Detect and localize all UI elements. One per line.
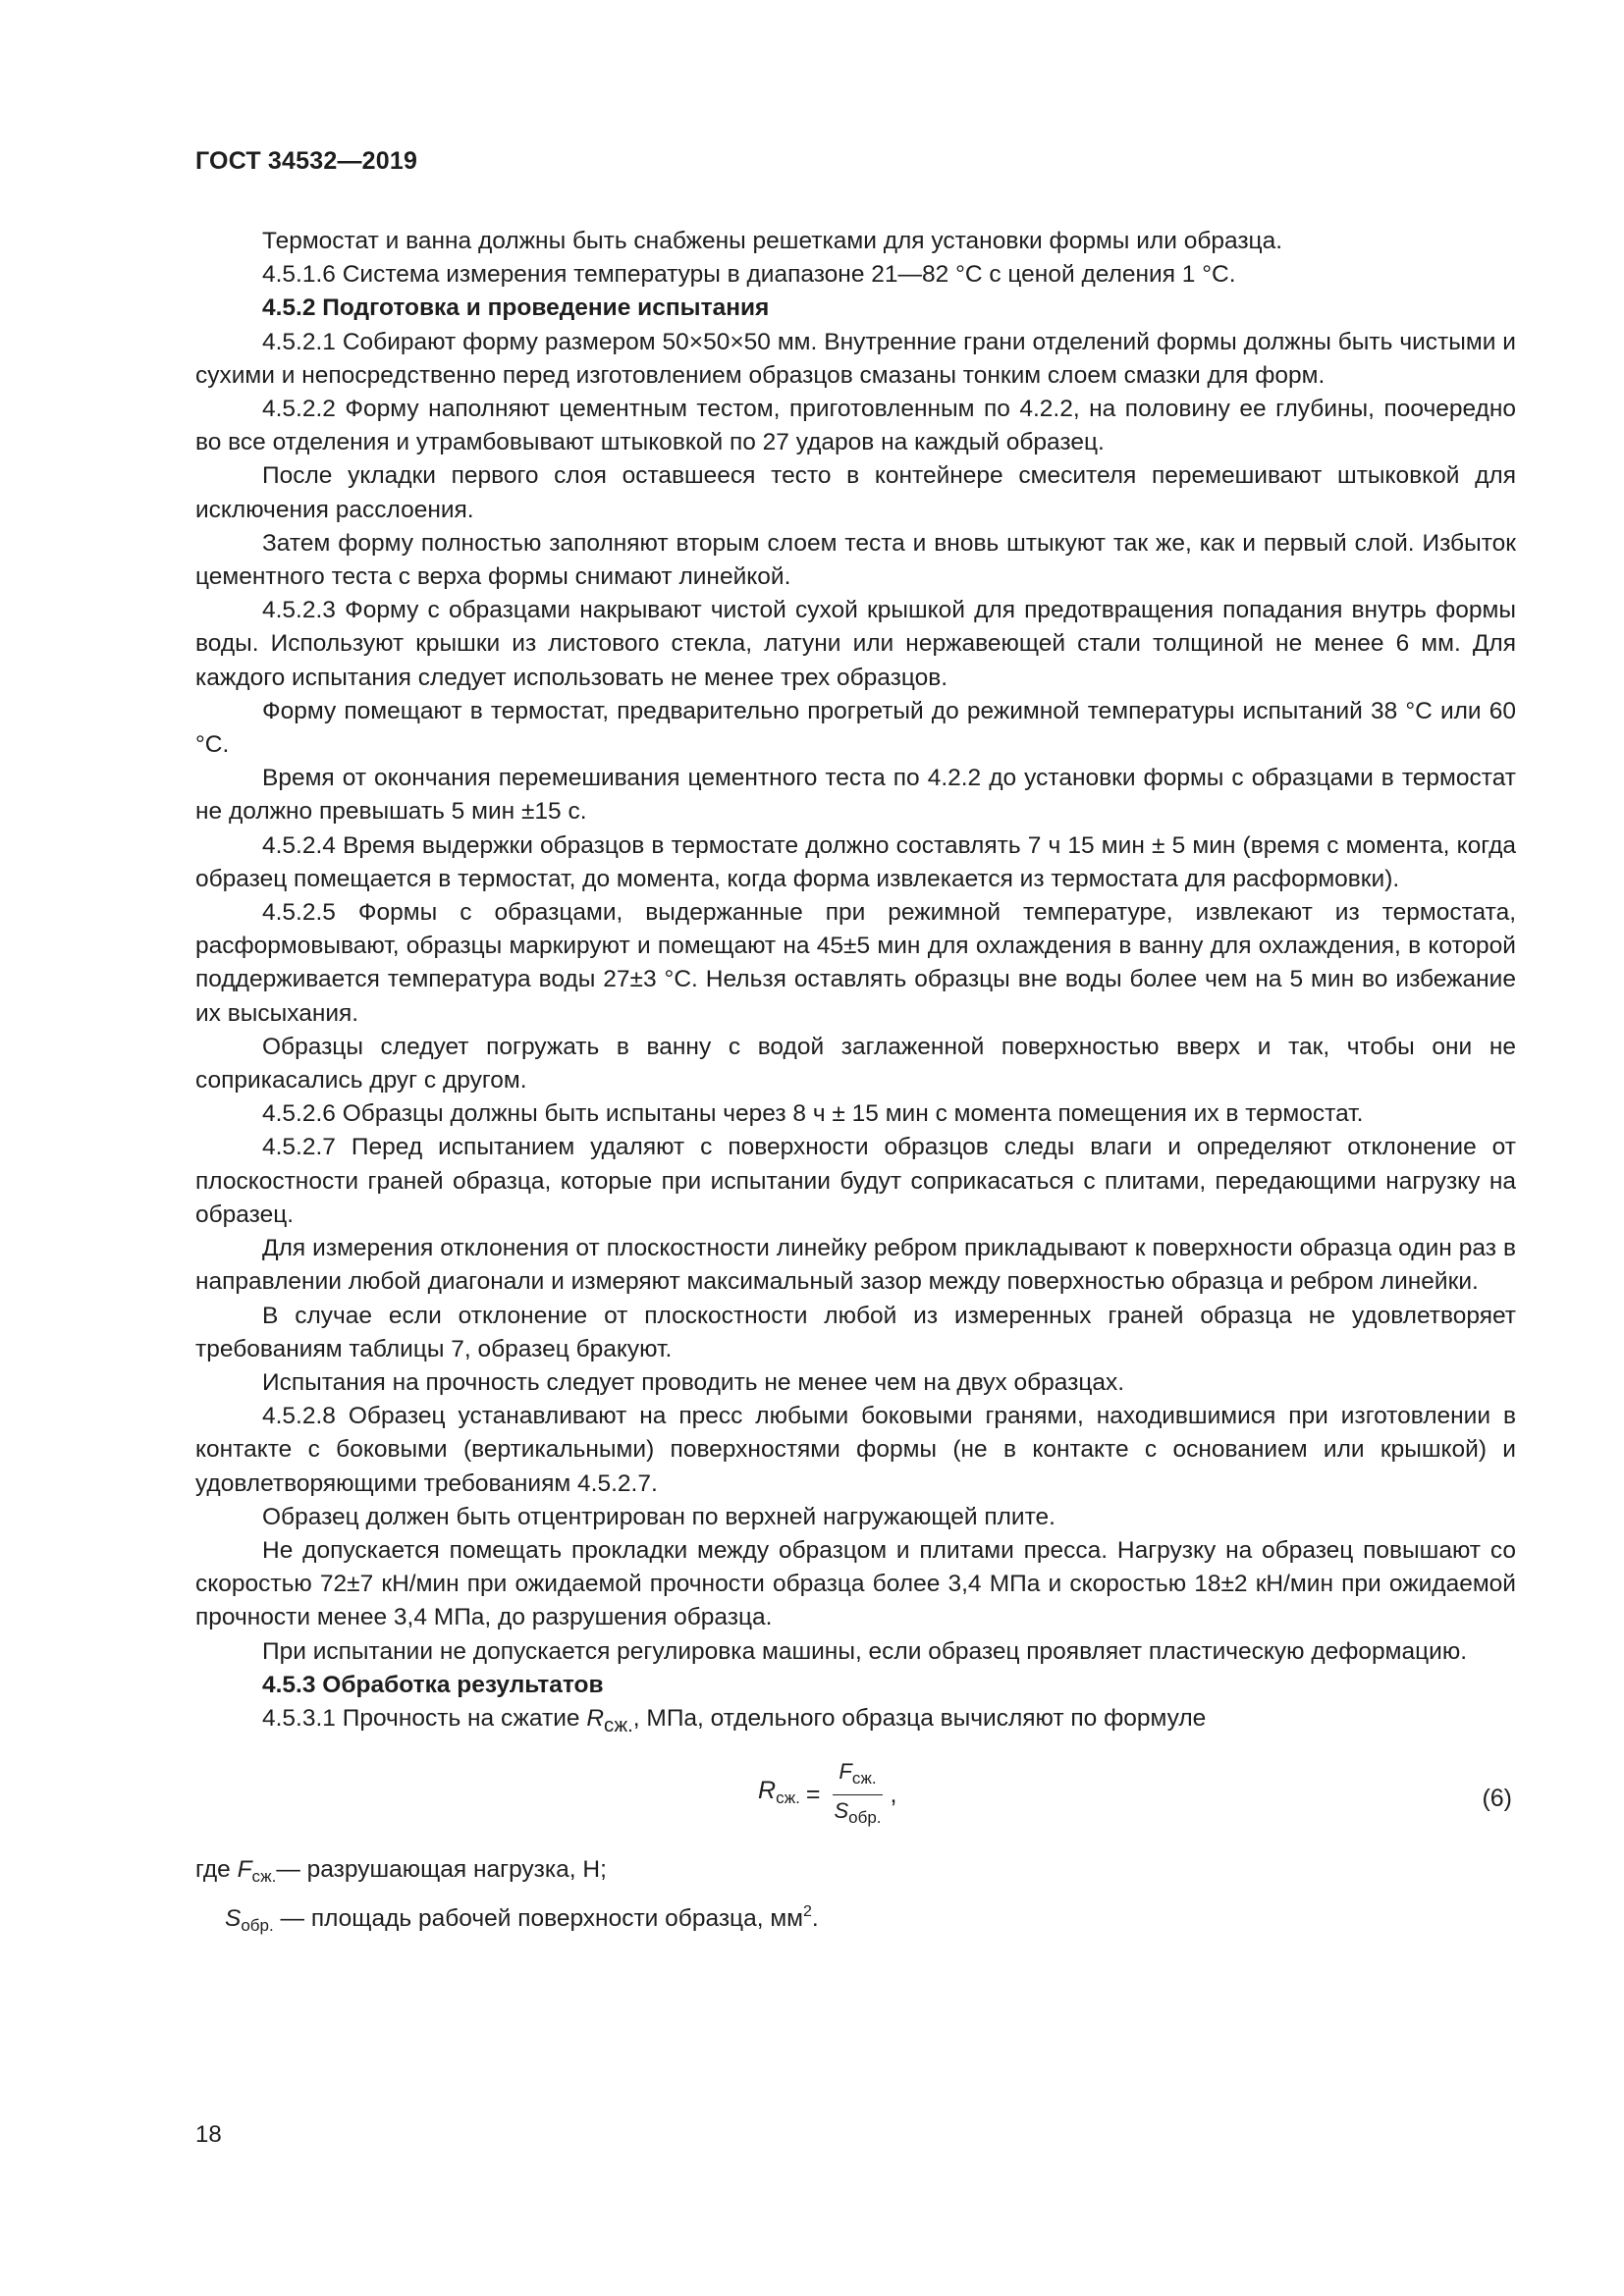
formula-block <box>195 1742 1516 1848</box>
formula-equals: = <box>805 1781 821 1809</box>
document-body <box>195 225 1516 1944</box>
text: , МПа, отдельного образца вычисляют по формуле <box>632 1704 1207 1732</box>
paragraph: 4.5.2.8 Образец устанавливают на пресс любыми боковыми гранями, находившимися при изготовлении в контакте с боковыми (вертикальными) поверхностями формы (не в контакте с основанием или крышкой) и удовлетворяющими требованиям 4.5.2.7. <box>195 1403 1516 1497</box>
symbol-subscript: сж. <box>604 1714 633 1736</box>
legend-line-f <box>195 1852 1516 1895</box>
formula-legend <box>195 1852 1516 1944</box>
legend-f-subscript: сж. <box>251 1867 277 1887</box>
paragraph: 4.5.2.1 Собирают форму размером 50×50×50 мм. Внутренние грани отделений формы должны быть чистыми и сухими и непосредственно перед изготовлением образцов смазаны тонким слоем смазки для форм. <box>195 328 1516 389</box>
denominator-subscript: обр. <box>848 1808 882 1828</box>
legend-s-symbol: S <box>225 1905 242 1933</box>
paragraph: 4.5.2.5 Формы с образцами, выдержанные при режимной температуре, извлекают из термостата, расформовывают, образцы маркируют и помещают на 45±5 мин для охлаждения в ванну для охлаждения, в которой поддерживается температура воды 27±3 °С. Нельзя оставлять образцы вне воды более чем на 5 мин во избежание их высыхания. <box>195 899 1516 1027</box>
formula-number: (6) <box>1482 1785 1512 1813</box>
formula-fraction <box>828 1758 887 1832</box>
paragraph: 4.5.2.2 Форму наполняют цементным тестом, приготовленным по 4.2.2, на половину ее глубины, поочередно во все отделения и утрамбовывают штыковкой по 27 ударов на каждый образец. <box>195 396 1516 456</box>
document-header: ГОСТ 34532—2019 <box>195 147 418 175</box>
formula <box>758 1758 896 1832</box>
paragraph: Испытания на прочность следует проводить не менее чем на двух образцах. <box>262 1368 1125 1396</box>
paragraph: При испытании не допускается регулировка машины, если образец проявляет пластическую деформацию. <box>262 1637 1468 1665</box>
paragraph: 4.5.2.3 Форму с образцами накрывают чистой сухой крышкой для предотвращения попадания внутрь формы воды. Используют крышки из листового стекла, латуни или нержавеющей стали толщиной не менее 6 мм. Для каждого испытания следует использовать не менее трех образцов. <box>195 597 1516 691</box>
paragraph: 4.5.2.6 Образцы должны быть испытаны через 8 ч ± 15 мин с момента помещения их в термостат. <box>262 1100 1364 1128</box>
legend-where: где <box>195 1856 238 1884</box>
legend-s-subscript: обр. <box>241 1916 274 1936</box>
paragraph: Образец должен быть отцентрирован по верхней нагружающей плите. <box>262 1503 1056 1530</box>
symbol: R <box>586 1704 605 1732</box>
paragraph: 4.5.1.6 Система измерения температуры в диапазоне 21—82 °С с ценой деления 1 °С. <box>262 261 1236 289</box>
formula-comma: , <box>890 1781 897 1809</box>
paragraph: Форму помещают в термостат, предварительно прогретый до режимной температуры испытаний 38 °С или 60 °С. <box>195 697 1516 759</box>
section-heading: 4.5.2 Подготовка и проведение испытания <box>262 294 770 322</box>
legend-line-s <box>195 1895 1516 1944</box>
legend-f-symbol: F <box>237 1856 252 1884</box>
formula-lhs-subscript: сж. <box>776 1789 800 1808</box>
denominator-symbol: S <box>834 1798 849 1824</box>
numerator-subscript: сж. <box>851 1769 877 1789</box>
paragraph: Образцы следует погружать в ванну с водой заглаженной поверхностью вверх и так, чтобы они не соприкасались друг с другом. <box>195 1033 1516 1095</box>
paragraph: Термостат и ванна должны быть снабжены решетками для установки формы или образца. <box>262 228 1283 254</box>
text: 4.5.3.1 Прочность на сжатие <box>262 1704 587 1732</box>
paragraph: Для измерения отклонения от плоскостности линейку ребром прикладывают к поверхности образца один раз в направлении любой диагонали и измеряют максимальный зазор между поверхностью образца и ребром линейки. <box>195 1235 1516 1296</box>
legend-s-text: — площадь рабочей поверхности образца, мм <box>273 1905 804 1933</box>
paragraph: Время от окончания перемешивания цементного теста по 4.2.2 до установки формы с образцами в термостат не должно превышать 5 мин ±15 с. <box>195 765 1516 826</box>
formula-lhs <box>758 1774 800 1815</box>
paragraph: Не допускается помещать прокладки между образцом и плитами пресса. Нагрузку на образец повышают со скоростью 72±7 кН/мин при ожидаемой прочности образца более 3,4 МПа и скоростью 18±2 кН/мин при ожидаемой прочности менее 3,4 МПа, до разрушения образца. <box>195 1536 1516 1631</box>
paragraph: В случае если отклонение от плоскостности любой из измеренных граней образца не удовлетворяет требованиям таблицы 7, образец бракуют. <box>195 1302 1516 1362</box>
numerator-symbol: F <box>839 1759 852 1785</box>
formula-numerator <box>833 1758 882 1795</box>
formula-denominator <box>828 1795 887 1832</box>
paragraph-4-5-3-1 <box>195 1702 1516 1742</box>
legend-s-superscript: 2 <box>803 1903 812 1921</box>
section-heading: 4.5.3 Обработка результатов <box>262 1671 604 1698</box>
page-number: 18 <box>195 2121 222 2148</box>
legend-f-text: — разрушающая нагрузка, Н; <box>276 1856 607 1884</box>
paragraph: Затем форму полностью заполняют вторым слоем теста и вновь штыкуют так же, как и первый слой. Избыток цементного теста с верха формы снимают линейкой. <box>195 529 1516 591</box>
paragraph: 4.5.2.7 Перед испытанием удаляют с поверхности образцов следы влаги и определяют отклонение от плоскостности граней образца, которые при испытании будут соприкасаться с плитами, передающими нагрузку на образец. <box>195 1134 1516 1228</box>
paragraph: После укладки первого слоя оставшееся тесто в контейнере смесителя перемешивают штыковкой для исключения расслоения. <box>195 462 1516 523</box>
formula-lhs-symbol: R <box>758 1777 777 1805</box>
legend-s-end: . <box>811 1905 819 1933</box>
paragraph: 4.5.2.4 Время выдержки образцов в термостате должно составлять 7 ч 15 мин ± 5 мин (время с момента, когда образец помещается в термостат, до момента, когда форма извлекается из термостата для расформовки). <box>195 831 1516 892</box>
